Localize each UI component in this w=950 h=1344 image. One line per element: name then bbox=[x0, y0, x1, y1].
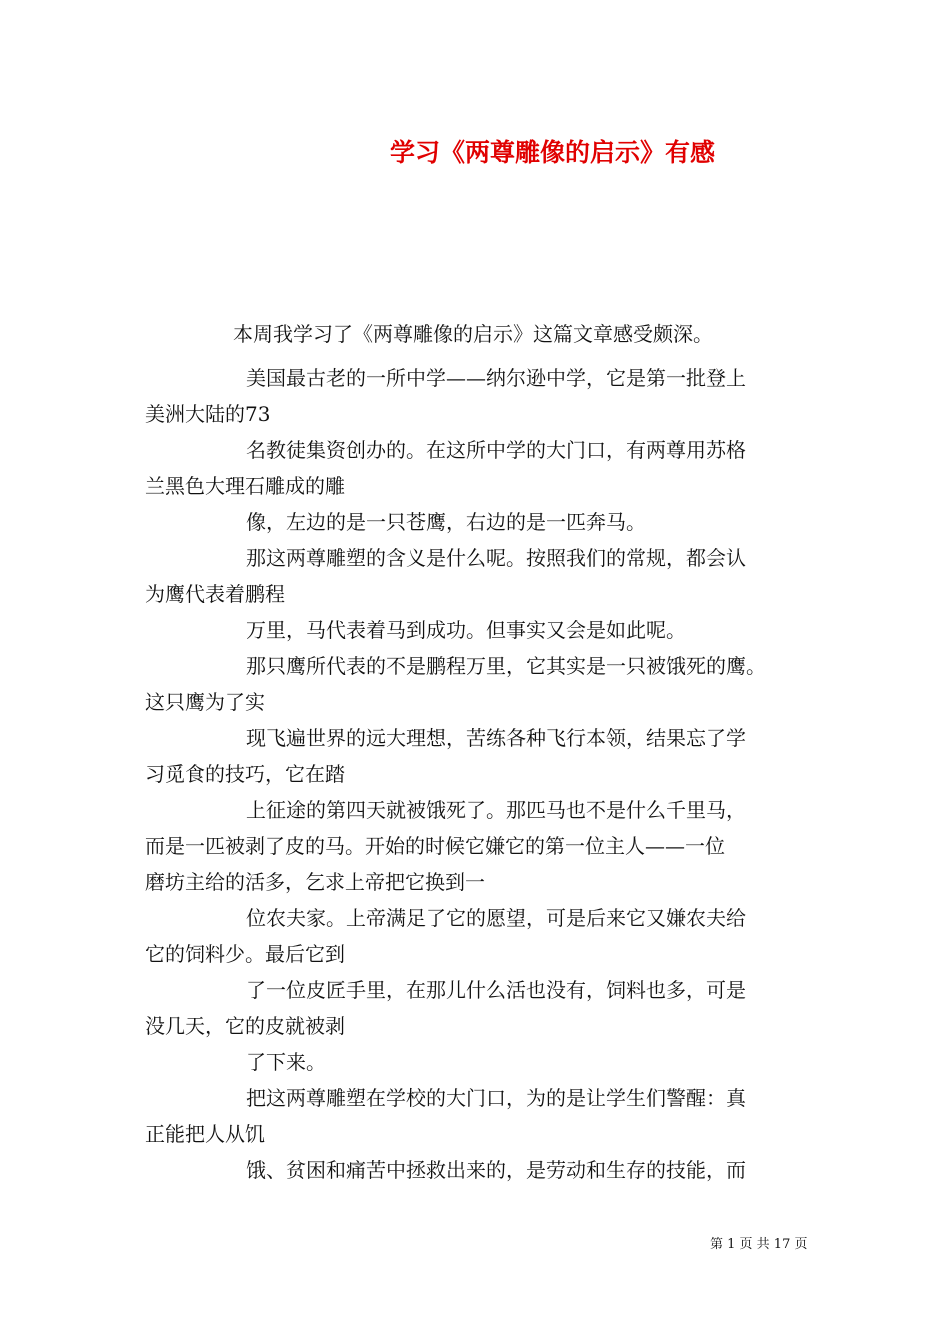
body-line: 为鹰代表着鹏程 bbox=[145, 582, 285, 606]
body-line: 习觅食的技巧，它在踏 bbox=[145, 762, 345, 786]
body-line: 美洲大陆的73 bbox=[145, 402, 271, 426]
body-line: 那这两尊雕塑的含义是什么呢。按照我们的常规，都会认 bbox=[246, 546, 746, 570]
body-line: 万里，马代表着马到成功。但事实又会是如此呢。 bbox=[246, 618, 686, 642]
body-line: 了下来。 bbox=[246, 1050, 326, 1074]
page-number-footer: 第 1 页 共 17 页 bbox=[710, 1237, 808, 1252]
body-line: 饿、贫困和痛苦中拯救出来的，是劳动和生存的技能，而 bbox=[246, 1158, 746, 1182]
body-line: 名教徒集资创办的。在这所中学的大门口，有两尊用苏格 bbox=[246, 438, 746, 462]
body-line: 现飞遍世界的远大理想，苦练各种飞行本领，结果忘了学 bbox=[246, 726, 746, 750]
body-line: 了一位皮匠手里，在那儿什么活也没有，饲料也多，可是 bbox=[246, 978, 746, 1002]
body-line: 像，左边的是一只苍鹰，右边的是一匹奔马。 bbox=[246, 510, 646, 534]
body-line: 位农夫家。上帝满足了它的愿望，可是后来它又嫌农夫给 bbox=[246, 906, 746, 930]
body-line: 本周我学习了《两尊雕像的启示》这篇文章感受颇深。 bbox=[233, 322, 713, 346]
document-title: 学习《两尊雕像的启示》有感 bbox=[390, 138, 716, 167]
body-line: 美国最古老的一所中学——纳尔逊中学，它是第一批登上 bbox=[246, 366, 746, 390]
body-line: 兰黑色大理石雕成的雕 bbox=[145, 474, 345, 498]
body-line: 而是一匹被剥了皮的马。开始的时候它嫌它的第一位主人——一位 bbox=[145, 834, 725, 858]
body-line: 它的饲料少。最后它到 bbox=[145, 942, 345, 966]
body-line: 正能把人从饥 bbox=[145, 1122, 265, 1146]
body-line: 没几天，它的皮就被剥 bbox=[145, 1014, 345, 1038]
body-line: 上征途的第四天就被饿死了。那匹马也不是什么千里马， bbox=[246, 798, 746, 822]
body-line: 磨坊主给的活多，乞求上帝把它换到一 bbox=[145, 870, 485, 894]
body-line: 这只鹰为了实 bbox=[145, 690, 265, 714]
body-line: 把这两尊雕塑在学校的大门口，为的是让学生们警醒：真 bbox=[246, 1086, 746, 1110]
body-line: 那只鹰所代表的不是鹏程万里，它其实是一只被饿死的鹰。 bbox=[246, 654, 766, 678]
